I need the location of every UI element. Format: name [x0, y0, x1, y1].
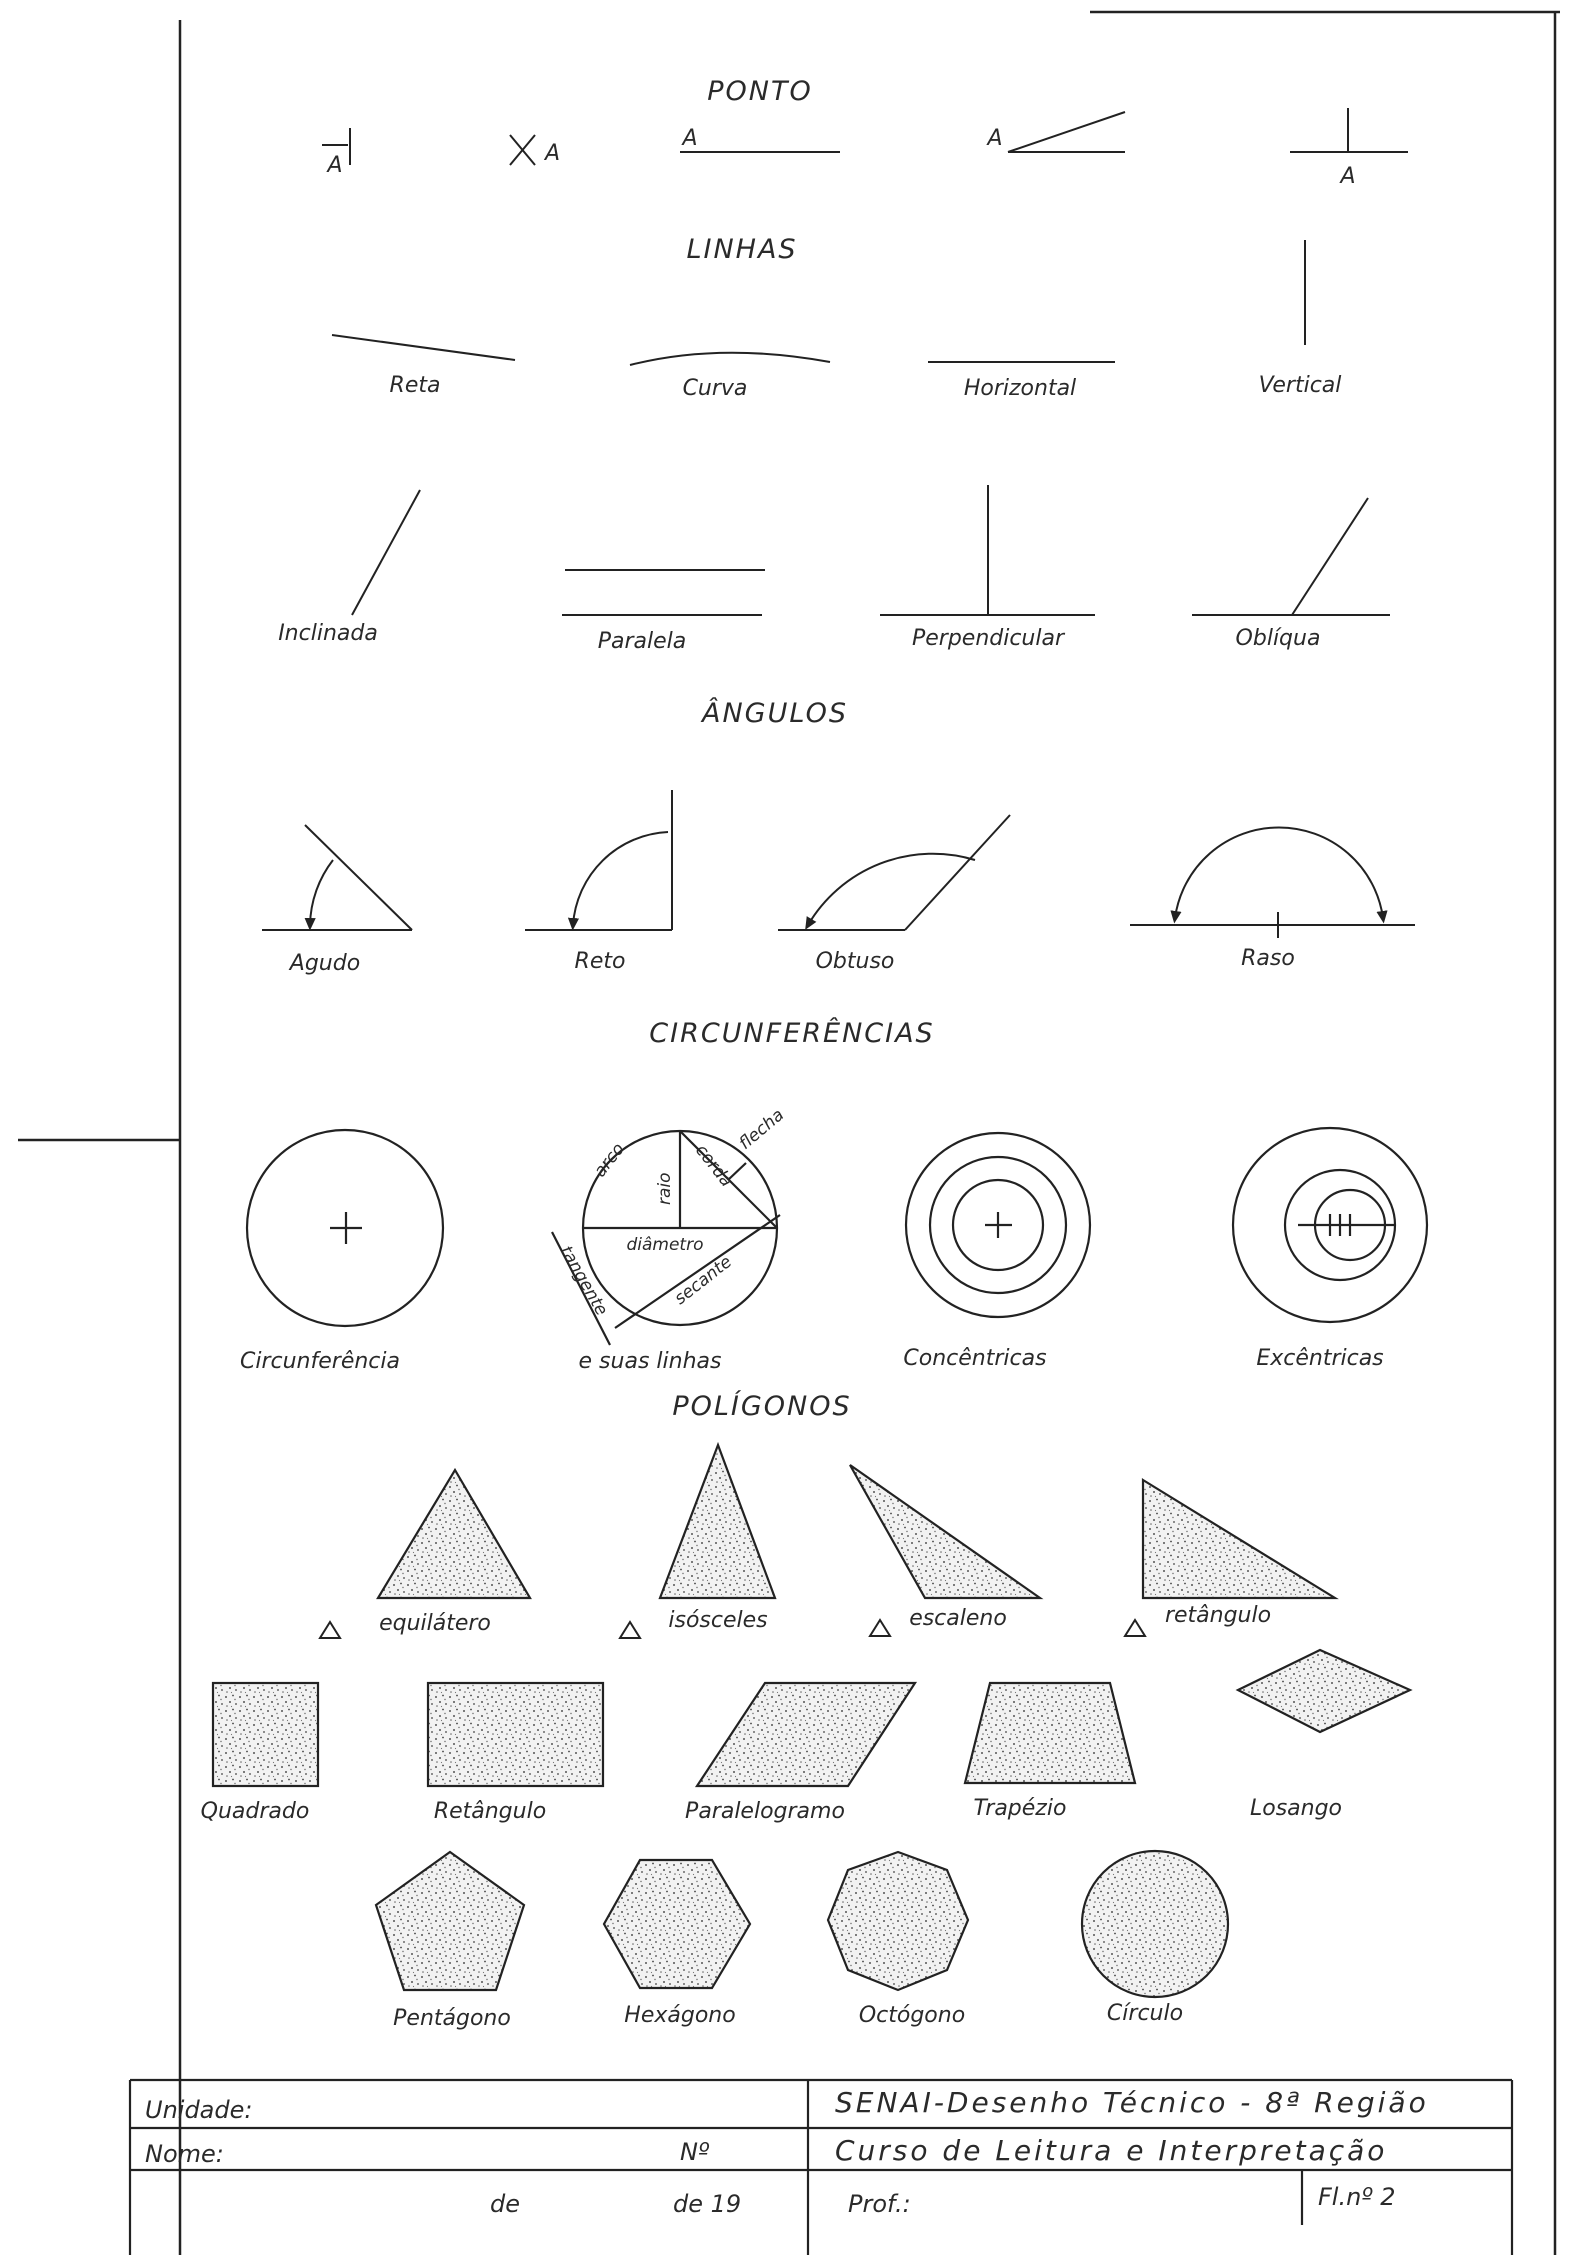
circ-part-diametro: diâmetro	[626, 1235, 704, 1255]
linha-label-paralela: Paralela	[597, 629, 687, 654]
section-heading-angulos: ÂNGULOS	[702, 698, 848, 729]
circ-part-corda: corda	[691, 1140, 737, 1191]
sheet-frame	[18, 12, 1560, 2255]
section-heading-linhas: LINHAS	[686, 234, 798, 265]
circ-caption-concentricas: Concêntricas	[903, 1346, 1047, 1371]
circunferencias-figures	[247, 1128, 1427, 1345]
section-heading-ponto: PONTO	[707, 76, 813, 107]
poly-label-circulo: Círculo	[1106, 2001, 1184, 2026]
circ-caption-suas-linhas: e suas linhas	[578, 1349, 722, 1374]
poligonos-figures	[213, 1445, 1410, 1997]
ponto-label: A	[545, 141, 561, 166]
quad-label-paralelogramo: Paralelogramo	[685, 1799, 845, 1824]
section-heading-circunferencias: CIRCUNFERÊNCIAS	[649, 1018, 935, 1049]
angulo-label-raso: Raso	[1241, 946, 1295, 971]
linha-label-obliqua: Oblíqua	[1235, 626, 1321, 651]
triangle-label-retangulo: retângulo	[1164, 1603, 1272, 1628]
ponto-label: A	[1340, 164, 1356, 189]
quad-label-losango: Losango	[1249, 1796, 1343, 1821]
ponto-label: A	[682, 126, 698, 151]
angulo-label-agudo: Agudo	[289, 951, 361, 976]
angulo-label-obtuso: Obtuso	[815, 949, 895, 974]
triangle-label-isosceles: isósceles	[668, 1608, 768, 1633]
title-block-curso: Curso de Leitura e Interpretação	[835, 2134, 1388, 2167]
triangle-label-escaleno: escaleno	[909, 1606, 1007, 1631]
circ-caption-excentricas: Excêntricas	[1256, 1346, 1384, 1371]
circ-part-arco: arco	[590, 1139, 629, 1182]
title-block-de: de	[490, 2190, 520, 2218]
poly-label-octogono: Octógono	[858, 2003, 966, 2028]
linha-label-reta: Reta	[389, 373, 441, 398]
poly-label-hexagono: Hexágono	[624, 2003, 736, 2028]
ponto-label: A	[987, 126, 1003, 151]
linha-label-vertical: Vertical	[1258, 373, 1342, 398]
quad-label-trapezio: Trapézio	[973, 1796, 1067, 1821]
title-block-org: SENAI-Desenho Técnico - 8ª Região	[835, 2086, 1429, 2119]
circ-part-flecha: flecha	[735, 1105, 789, 1154]
ponto-figures	[322, 108, 1408, 165]
ponto-label: A	[327, 153, 343, 178]
title-block-folha: Fl.nº 2	[1318, 2183, 1396, 2211]
linha-label-horizontal: Horizontal	[963, 376, 1077, 401]
title-block-prof: Prof.:	[848, 2190, 911, 2218]
triangle-label-equilatero: equilátero	[379, 1611, 491, 1636]
circ-part-tangente: tangente	[555, 1242, 612, 1320]
circ-part-raio: raio	[655, 1172, 675, 1205]
title-block-numero: Nº	[680, 2138, 710, 2166]
poly-label-pentagono: Pentágono	[393, 2006, 511, 2031]
section-heading-poligonos: POLÍGONOS	[672, 1391, 852, 1422]
title-block-unidade: Unidade:	[145, 2096, 253, 2124]
linha-label-inclinada: Inclinada	[278, 621, 378, 646]
quad-label-retangulo: Retângulo	[433, 1799, 547, 1824]
linha-label-perpendicular: Perpendicular	[911, 626, 1065, 651]
circ-part-secante: secante	[670, 1251, 736, 1309]
quad-label-quadrado: Quadrado	[200, 1799, 310, 1824]
title-block-de-19: de 19	[673, 2190, 742, 2218]
angulos-figures	[262, 790, 1415, 938]
circ-caption-circunferencia: Circunferência	[240, 1349, 400, 1374]
title-block-nome: Nome:	[145, 2140, 224, 2168]
linha-label-curva: Curva	[682, 376, 748, 401]
linhas-figures	[332, 240, 1390, 615]
angulo-label-reto: Reto	[574, 949, 626, 974]
